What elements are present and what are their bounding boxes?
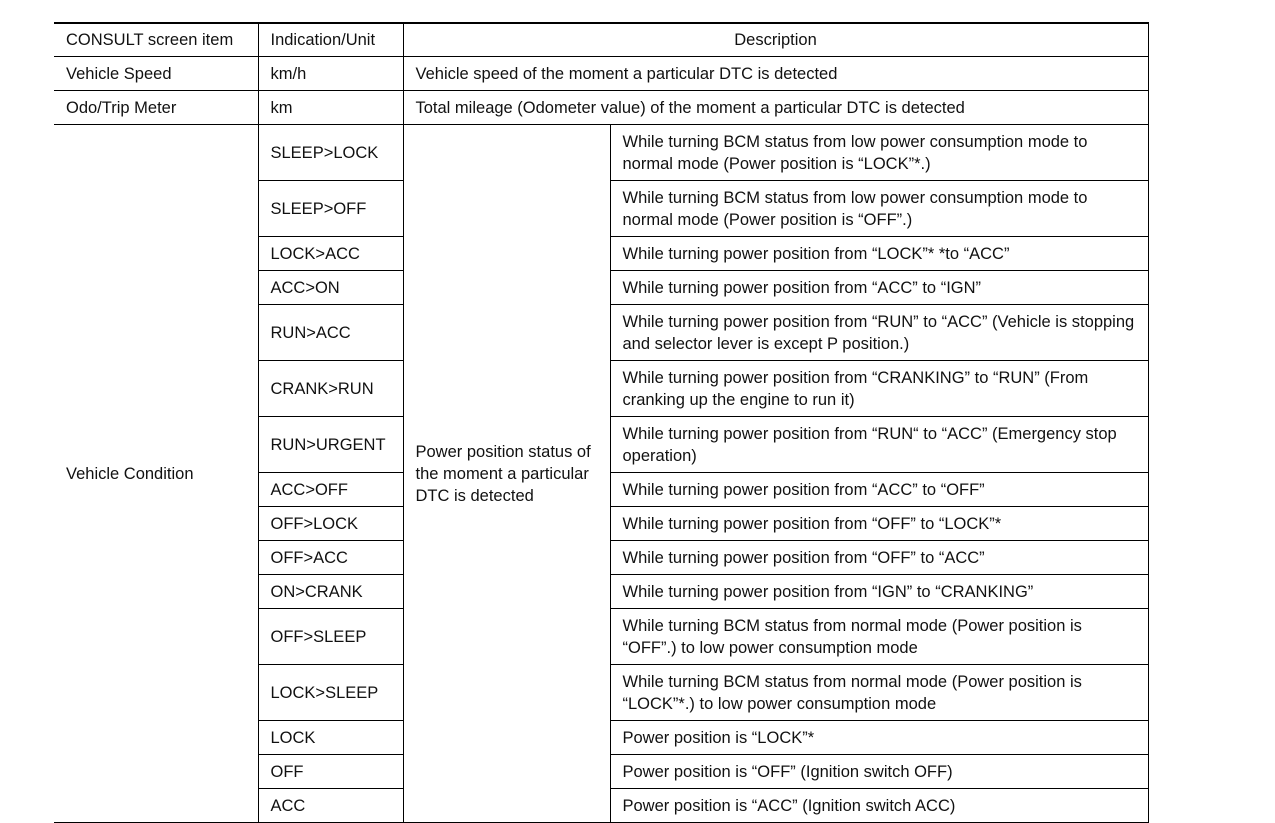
indication-cell: LOCK>SLEEP: [258, 665, 403, 721]
header-item: CONSULT screen item: [54, 23, 258, 57]
description-cell: While turning power position from “CRANKING” to “RUN” (From cranking up the engine to run it): [610, 361, 1148, 417]
indication-cell: SLEEP>LOCK: [258, 125, 403, 181]
indication-cell: OFF>LOCK: [258, 507, 403, 541]
indication-cell: OFF: [258, 755, 403, 789]
description-cell: While turning power position from “ACC” to “OFF”: [610, 473, 1148, 507]
table-row: [54, 91, 1148, 125]
description-cell: While turning power position from “RUN“ to “ACC” (Emergency stop operation): [610, 417, 1148, 473]
indication-cell: RUN>URGENT: [258, 417, 403, 473]
description-cell: While turning power position from “LOCK”* *to “ACC”: [610, 237, 1148, 271]
description-cell: Total mileage (Odometer value) of the moment a particular DTC is detected: [403, 91, 1148, 125]
description-cell: Power position is “OFF” (Ignition switch OFF): [610, 755, 1148, 789]
indication-cell: SLEEP>OFF: [258, 181, 403, 237]
table-header-row: [54, 23, 1148, 57]
description-cell: While turning power position from “OFF” to “LOCK”*: [610, 507, 1148, 541]
description-cell: While turning BCM status from low power consumption mode to normal mode (Power position is “LOCK”*.): [610, 125, 1148, 181]
vehicle-condition-cell: Vehicle Condition: [54, 125, 258, 823]
unit-cell: km/h: [258, 57, 403, 91]
item-cell: Odo/Trip Meter: [54, 91, 258, 125]
description-cell: While turning BCM status from normal mode (Power position is “OFF”.) to low power consumption mode: [610, 609, 1148, 665]
indication-cell: ACC: [258, 789, 403, 823]
description-cell: Power position is “LOCK”*: [610, 721, 1148, 755]
description-cell: While turning BCM status from normal mode (Power position is “LOCK”*.) to low power consumption mode: [610, 665, 1148, 721]
power-position-summary-cell: Power position status of the moment a particular DTC is detected: [403, 125, 610, 823]
indication-cell: LOCK: [258, 721, 403, 755]
indication-cell: CRANK>RUN: [258, 361, 403, 417]
header-unit: Indication/Unit: [258, 23, 403, 57]
indication-cell: OFF>ACC: [258, 541, 403, 575]
indication-cell: ACC>ON: [258, 271, 403, 305]
indication-cell: LOCK>ACC: [258, 237, 403, 271]
indication-cell: ON>CRANK: [258, 575, 403, 609]
item-cell: Vehicle Speed: [54, 57, 258, 91]
header-description: Description: [403, 23, 1148, 57]
indication-cell: RUN>ACC: [258, 305, 403, 361]
description-cell: While turning power position from “ACC” to “IGN”: [610, 271, 1148, 305]
description-cell: While turning power position from “IGN” to “CRANKING”: [610, 575, 1148, 609]
indication-cell: ACC>OFF: [258, 473, 403, 507]
description-cell: Power position is “ACC” (Ignition switch ACC): [610, 789, 1148, 823]
description-cell: Vehicle speed of the moment a particular DTC is detected: [403, 57, 1148, 91]
table-row: [54, 125, 1148, 181]
consult-item-table: [54, 22, 1149, 823]
description-cell: While turning BCM status from low power consumption mode to normal mode (Power position is “OFF”.): [610, 181, 1148, 237]
indication-cell: OFF>SLEEP: [258, 609, 403, 665]
description-cell: While turning power position from “RUN” to “ACC” (Vehicle is stopping and selector lever is except P position.): [610, 305, 1148, 361]
unit-cell: km: [258, 91, 403, 125]
description-cell: While turning power position from “OFF” to “ACC”: [610, 541, 1148, 575]
table-row: [54, 57, 1148, 91]
